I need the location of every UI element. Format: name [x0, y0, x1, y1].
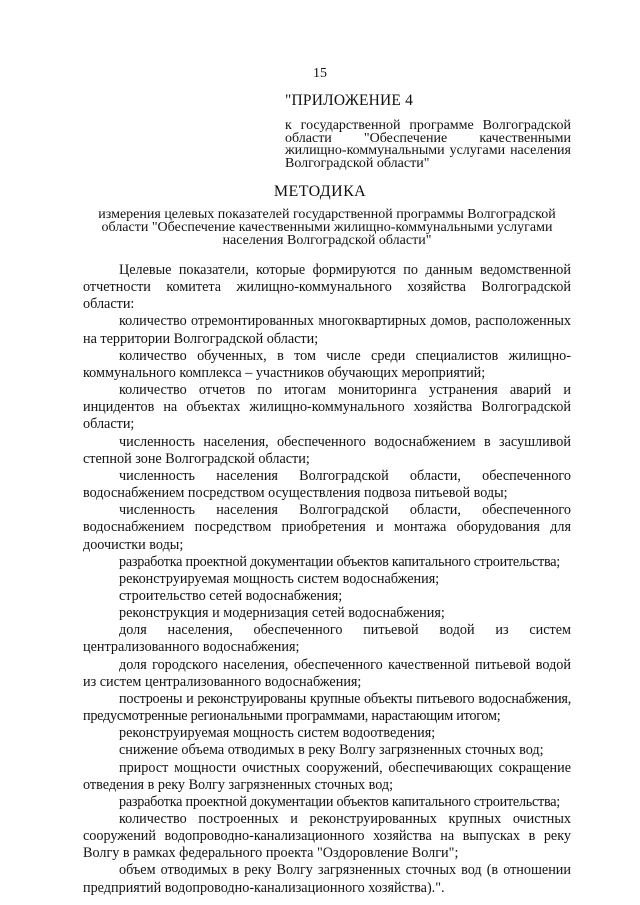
indicator-item: количество отремонтированных многоквартирных домов, расположенных на территории Волгоградской области;: [83, 313, 571, 347]
indicator-item: прирост мощности очистных сооружений, обеспечивающих сокращение отведения в реку Волгу загрязненных сточных вод;: [83, 759, 571, 793]
indicator-item: объем отводимых в реку Волгу загрязненных сточных вод (в отношении предприятий водопроводно-канализационного хозяйства).".: [83, 862, 571, 896]
indicator-item: снижение объема отводимых в реку Волгу загрязненных сточных вод;: [119, 742, 544, 759]
indicator-item: строительство сетей водоснабжения;: [119, 587, 343, 604]
indicator-item: доля населения, обеспеченного питьевой водой из систем централизованного водоснабжения;: [83, 622, 571, 656]
indicator-item: реконструируемая мощность систем водоотведения;: [119, 725, 436, 742]
indicator-item: разработка проектной документации объектов капитального строительства;: [119, 553, 560, 570]
indicator-item: количество построенных и реконструированных крупных очистных сооружений водопроводно-канализационного хозяйства на выпусках в реку Волгу в рамках федерального проекта "Оздоровление Волги";: [83, 811, 571, 862]
method-title: МЕТОДИКА: [273, 183, 367, 200]
indicator-item: реконструкция и модернизация сетей водоснабжения;: [119, 605, 445, 622]
method-subtitle: измерения целевых показателей государственной программы Волгоградской области "Обеспечение качественными жилищно-коммунальными услугами населения Волгоградской области": [98, 207, 556, 248]
indicator-item: численность населения Волгоградской области, обеспеченного водоснабжением посредством приобретения и монтажа оборудования для доочистки воды;: [83, 502, 571, 553]
appendix-reference-line: Волгоградской области": [285, 155, 430, 171]
indicator-item: построены и реконструированы крупные объекты питьевого водоснабжения, предусмотренные региональными программами, нарастающим итогом;: [83, 690, 571, 725]
appendix-title: "ПРИЛОЖЕНИЕ 4: [285, 92, 414, 109]
page-number: 15: [313, 66, 327, 81]
indicator-item: количество обученных, в том числе среди специалистов жилищно-коммунального комплекса – участников обучающих мероприятий;: [83, 347, 571, 381]
indicator-item: реконструируемая мощность систем водоснабжения;: [119, 570, 440, 587]
indicator-item: численность населения Волгоградской области, обеспеченного водоснабжением посредством осуществления подвоза питьевой воды;: [83, 467, 571, 502]
indicator-item: численность населения, обеспеченного водоснабжением в засушливой степной зоне Волгоградской области;: [83, 433, 571, 467]
indicator-item: количество отчетов по итогам мониторинга устранения аварий и инцидентов на объектах жилищно-коммунального хозяйства Волгоградской области;: [83, 382, 571, 433]
intro-paragraph: Целевые показатели, которые формируются по данным ведомственной отчетности комитета жилищно-коммунального хозяйства Волгоградской области:: [83, 262, 571, 313]
appendix-reference-line: области "Обеспечение качественными: [285, 130, 571, 146]
indicator-item: разработка проектной документации объектов капитального строительства;: [119, 793, 560, 810]
document-body: [83, 262, 571, 897]
appendix-reference: [285, 120, 571, 170]
appendix-reference-line: к государственной программе Волгоградской: [285, 118, 571, 133]
indicator-item: доля городского населения, обеспеченного качественной питьевой водой из систем централизованного водоснабжения;: [83, 656, 571, 690]
appendix-reference-line: жилищно-коммунальными услугами населения: [285, 143, 571, 158]
